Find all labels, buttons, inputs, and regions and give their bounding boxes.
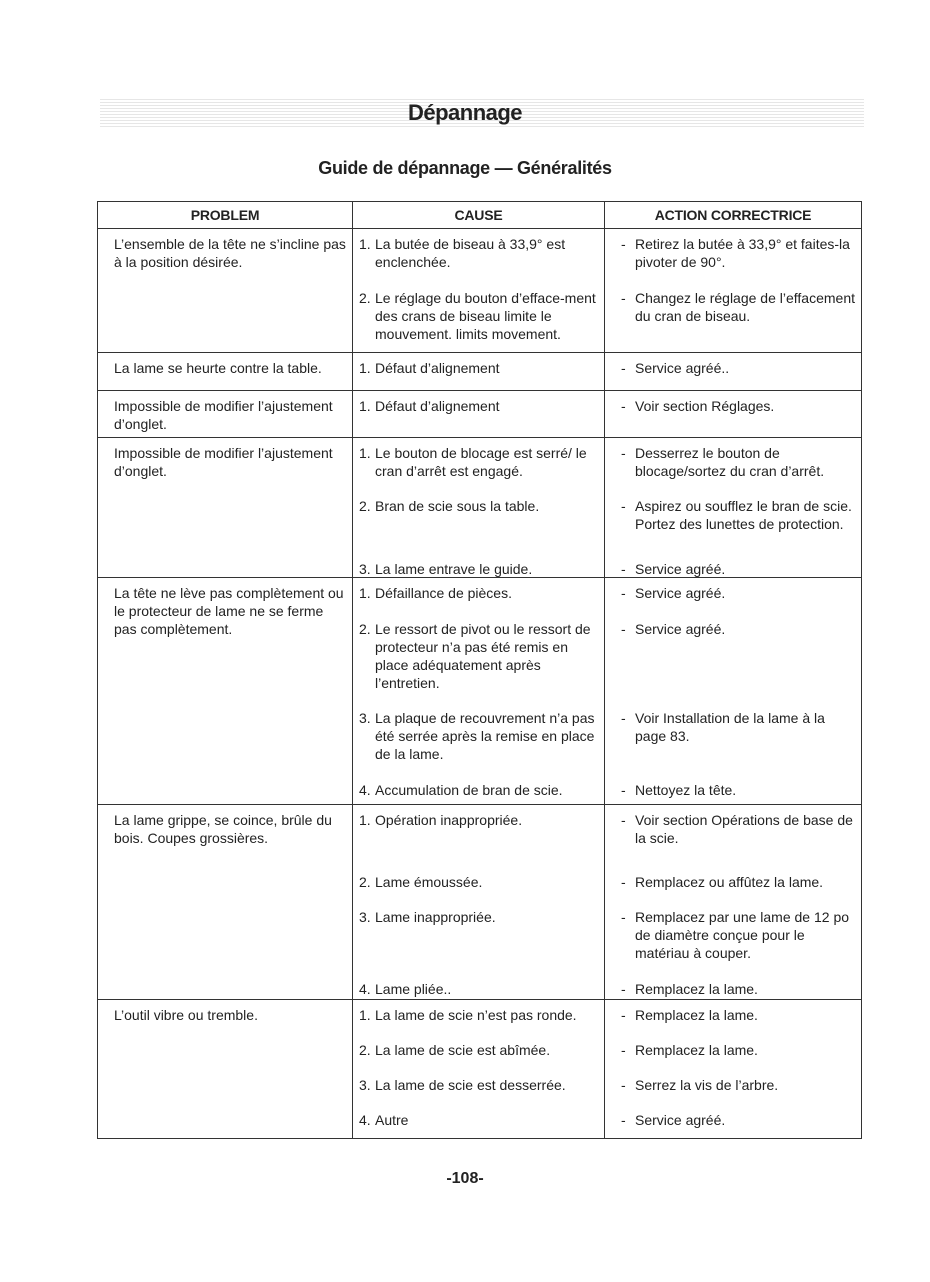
problem-cell: L’outil vibre ou tremble. xyxy=(98,1000,353,1139)
action-item xyxy=(611,620,855,638)
action-text: Voir section Opérations de base de la scie. xyxy=(635,812,853,846)
cause-item xyxy=(359,980,598,998)
cause-item xyxy=(359,1006,598,1024)
action-text: Remplacez la lame. xyxy=(635,981,758,997)
cause-item xyxy=(359,1111,598,1129)
table-row xyxy=(98,1000,862,1139)
cause-item xyxy=(359,289,598,343)
cause-number: 1. xyxy=(359,236,371,252)
action-text: Retirez la butée à 33,9° et faites-la pivoter de 90°. xyxy=(635,236,850,270)
action-cell xyxy=(605,353,862,391)
action-item xyxy=(611,908,855,962)
table-row xyxy=(98,578,862,805)
action-text: Serrez la vis de l’arbre. xyxy=(635,1077,779,1093)
cause-cell xyxy=(353,229,605,353)
column-header-problem: PROBLEM xyxy=(98,202,353,229)
table-header-row xyxy=(98,202,862,229)
cause-cell xyxy=(353,1000,605,1139)
action-text: Voir Installation de la lame à la page 83. xyxy=(635,710,825,744)
troubleshooting-table xyxy=(97,201,862,1139)
cause-text: Défaut d’alignement xyxy=(375,360,500,376)
bullet-dash: - xyxy=(621,1077,626,1093)
cause-cell xyxy=(353,353,605,391)
action-text: Service agréé. xyxy=(635,621,726,637)
action-item xyxy=(611,1111,855,1129)
action-item xyxy=(611,444,855,480)
action-text: Nettoyez la tête. xyxy=(635,782,737,798)
action-text: Remplacez la lame. xyxy=(635,1042,758,1058)
cause-number: 2. xyxy=(359,1042,371,1058)
action-text: Changez le réglage de l’effacement du cran de biseau. xyxy=(635,290,856,324)
action-text: Service agréé. xyxy=(635,561,726,577)
cause-text: Le bouton de blocage est serré/ le cran d’arrêt est engagé. xyxy=(375,445,587,479)
action-item xyxy=(611,1006,855,1024)
action-text: Aspirez ou soufflez le bran de scie. Portez des lunettes de protection. xyxy=(635,498,852,532)
cause-cell xyxy=(353,805,605,1000)
action-cell xyxy=(605,438,862,578)
cause-text: La lame de scie n’est pas ronde. xyxy=(375,1007,577,1023)
action-cell xyxy=(605,229,862,353)
bullet-dash: - xyxy=(621,909,626,925)
cause-text: La plaque de recouvrement n’a pas été serrée après la remise en place de la lame. xyxy=(375,710,595,762)
cause-item xyxy=(359,497,598,515)
problem-cell: Impossible de modifier l’ajustement d’onglet. xyxy=(98,438,353,578)
cause-item xyxy=(359,584,598,602)
cause-text: Défaillance de pièces. xyxy=(375,585,512,601)
cause-number: 1. xyxy=(359,585,371,601)
page-number: -108- xyxy=(446,1170,484,1187)
action-item xyxy=(611,1041,855,1059)
action-text: Desserrez le bouton de blocage/sortez du cran d’arrêt. xyxy=(635,445,825,479)
table-row xyxy=(98,391,862,438)
action-item xyxy=(611,811,855,847)
cause-cell xyxy=(353,391,605,438)
bullet-dash: - xyxy=(621,1042,626,1058)
bullet-dash: - xyxy=(621,236,626,252)
bullet-dash: - xyxy=(621,445,626,461)
cause-number: 2. xyxy=(359,290,371,306)
action-cell xyxy=(605,1000,862,1139)
action-text: Voir section Réglages. xyxy=(635,398,775,414)
cause-text: Lame émoussée. xyxy=(375,874,483,890)
action-item xyxy=(611,781,855,799)
action-text: Remplacez la lame. xyxy=(635,1007,758,1023)
problem-cell: La lame grippe, se coince, brûle du bois. Coupes grossières. xyxy=(98,805,353,1000)
bullet-dash: - xyxy=(621,621,626,637)
cause-text: La lame de scie est desserrée. xyxy=(375,1077,566,1093)
bullet-dash: - xyxy=(621,498,626,514)
cause-number: 2. xyxy=(359,621,371,637)
problem-cell: L’ensemble de la tête ne s’incline pas à la position désirée. xyxy=(98,229,353,353)
cause-number: 4. xyxy=(359,1112,371,1128)
cause-number: 1. xyxy=(359,1007,371,1023)
cause-item xyxy=(359,235,598,271)
cause-text: La lame de scie est abîmée. xyxy=(375,1042,551,1058)
problem-cell: La lame se heurte contre la table. xyxy=(98,353,353,391)
cause-item xyxy=(359,359,598,377)
table-row xyxy=(98,353,862,391)
cause-number: 3. xyxy=(359,710,371,726)
column-header-action: ACTION CORRECTRICE xyxy=(605,202,862,229)
cause-number: 1. xyxy=(359,360,371,376)
action-cell xyxy=(605,391,862,438)
bullet-dash: - xyxy=(621,360,626,376)
action-item xyxy=(611,584,855,602)
problem-cell: Impossible de modifier l’ajustement d’onglet. xyxy=(98,391,353,438)
cause-number: 4. xyxy=(359,782,371,798)
bullet-dash: - xyxy=(621,710,626,726)
action-text: Service agréé.. xyxy=(635,360,730,376)
cause-item xyxy=(359,620,598,692)
cause-item xyxy=(359,873,598,891)
table-row xyxy=(98,805,862,1000)
action-item xyxy=(611,709,855,745)
cause-number: 3. xyxy=(359,909,371,925)
problem-cell: La tête ne lève pas complètement ou le protecteur de lame ne se ferme pas complètement. xyxy=(98,578,353,805)
cause-number: 2. xyxy=(359,498,371,514)
cause-number: 2. xyxy=(359,874,371,890)
bullet-dash: - xyxy=(621,981,626,997)
cause-number: 3. xyxy=(359,1077,371,1093)
column-header-cause: CAUSE xyxy=(353,202,605,229)
action-item xyxy=(611,359,855,377)
bullet-dash: - xyxy=(621,1112,626,1128)
action-item xyxy=(611,1076,855,1094)
action-item xyxy=(611,980,855,998)
bullet-dash: - xyxy=(621,398,626,414)
bullet-dash: - xyxy=(621,812,626,828)
cause-item xyxy=(359,560,598,578)
action-item xyxy=(611,289,855,325)
action-text: Service agréé. xyxy=(635,1112,726,1128)
action-cell xyxy=(605,805,862,1000)
cause-cell xyxy=(353,438,605,578)
bullet-dash: - xyxy=(621,782,626,798)
cause-item xyxy=(359,1041,598,1059)
cause-item xyxy=(359,908,598,926)
cause-number: 4. xyxy=(359,981,371,997)
cause-number: 1. xyxy=(359,398,371,414)
cause-item xyxy=(359,811,598,829)
action-item xyxy=(611,397,855,415)
action-item xyxy=(611,235,855,271)
cause-text: Bran de scie sous la table. xyxy=(375,498,540,514)
cause-text: Lame inappropriée. xyxy=(375,909,496,925)
cause-text: La butée de biseau à 33,9° est enclenchée. xyxy=(375,236,566,270)
bullet-dash: - xyxy=(621,874,626,890)
cause-item xyxy=(359,397,598,415)
action-item xyxy=(611,497,855,533)
cause-text: Le ressort de pivot ou le ressort de protecteur n’a pas été remis en place adéquatement après l’entretien. xyxy=(375,621,591,691)
cause-item xyxy=(359,444,598,480)
cause-text: La lame entrave le guide. xyxy=(375,561,533,577)
cause-number: 3. xyxy=(359,561,371,577)
cause-item xyxy=(359,1076,598,1094)
action-item xyxy=(611,873,855,891)
bullet-dash: - xyxy=(621,585,626,601)
bullet-dash: - xyxy=(621,290,626,306)
cause-text: Autre xyxy=(375,1112,409,1128)
cause-text: Lame pliée.. xyxy=(375,981,452,997)
action-text: Remplacez ou affûtez la lame. xyxy=(635,874,824,890)
cause-item xyxy=(359,781,598,799)
bullet-dash: - xyxy=(621,561,626,577)
cause-text: Le réglage du bouton d’efface-ment des crans de biseau limite le mouvement. limits movement. xyxy=(375,290,596,342)
action-text: Service agréé. xyxy=(635,585,726,601)
section-subtitle: Guide de dépannage — Généralités xyxy=(318,158,612,178)
cause-text: Accumulation de bran de scie. xyxy=(375,782,563,798)
cause-cell xyxy=(353,578,605,805)
action-cell xyxy=(605,578,862,805)
bullet-dash: - xyxy=(621,1007,626,1023)
page-title: Dépannage xyxy=(407,100,523,125)
cause-text: Défaut d’alignement xyxy=(375,398,500,414)
action-item xyxy=(611,560,855,578)
table-row xyxy=(98,438,862,578)
cause-number: 1. xyxy=(359,812,371,828)
table-row xyxy=(98,229,862,353)
cause-number: 1. xyxy=(359,445,371,461)
cause-text: Opération inappropriée. xyxy=(375,812,523,828)
cause-item xyxy=(359,709,598,763)
action-text: Remplacez par une lame de 12 po de diamètre conçue pour le matériau à couper. xyxy=(635,909,850,961)
